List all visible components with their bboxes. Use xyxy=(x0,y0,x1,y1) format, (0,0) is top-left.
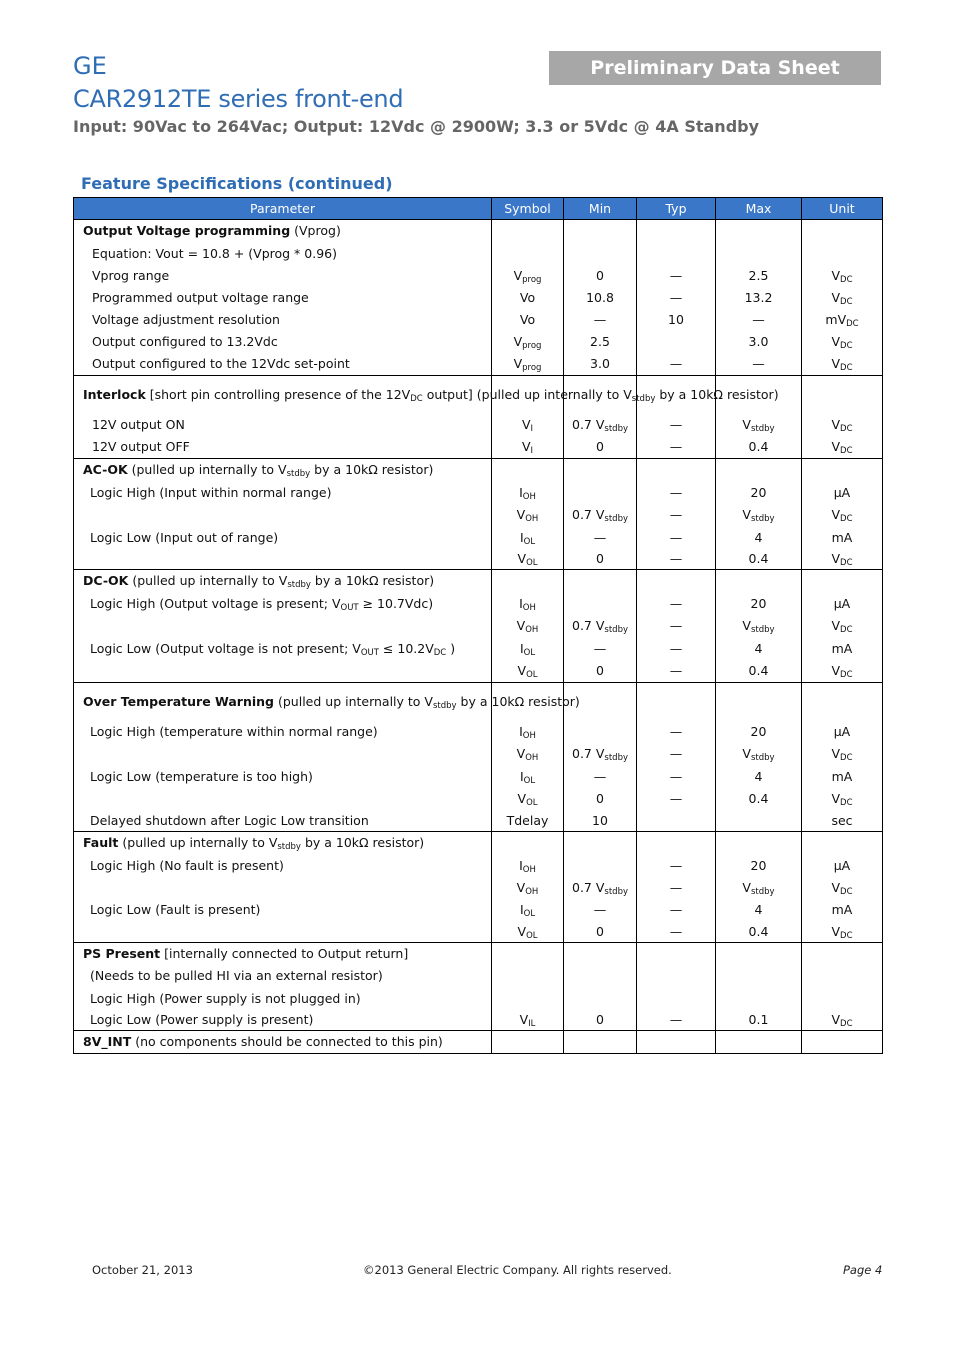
symbol-cell xyxy=(492,943,564,1031)
min-cell xyxy=(564,943,637,1031)
feature-spec-table xyxy=(73,197,883,1054)
symbol-value: $V_{OL}$ xyxy=(517,663,538,680)
min-value: 10 xyxy=(592,812,608,828)
parameter-line: (Needs to be pulled HI via an external resistor) xyxy=(90,968,383,983)
max-value: 20 xyxy=(750,595,767,611)
typ-value: — xyxy=(669,356,683,371)
parameter-line: Vprog range xyxy=(92,268,170,283)
min-value: 10.8 xyxy=(586,289,614,305)
parameter-line: Fault (pulled up internally to $V_{stdby}$ by a 10kΩ resistor) xyxy=(83,835,425,852)
min-value: — xyxy=(593,768,607,784)
footer-page-number: Page 4 xyxy=(843,1263,883,1277)
spec-group-row xyxy=(74,376,883,459)
symbol-value: $I_{OL}$ xyxy=(519,640,536,658)
parameter-cell xyxy=(74,832,492,943)
max-value: 20 xyxy=(750,857,767,873)
parameter-line: Logic High (No fault is present) xyxy=(90,857,284,873)
max-value: 2.5 xyxy=(748,268,769,283)
min-value: — xyxy=(593,311,607,327)
max-value: 0.4 xyxy=(748,551,769,566)
parameter-line: Equation: Vout = 10.8 + (Vprog * 0.96) xyxy=(92,245,337,261)
typ-value: — xyxy=(669,417,683,432)
unit-cell xyxy=(802,220,883,376)
min-cell xyxy=(564,220,637,376)
max-value: — xyxy=(752,356,765,371)
typ-value: — xyxy=(669,439,683,454)
max-value: 0.1 xyxy=(748,1012,769,1027)
unit-value: $V_{DC}$ xyxy=(831,334,853,351)
symbol-value: $V_{OH}$ xyxy=(516,880,539,897)
parameter-cell xyxy=(74,570,492,683)
min-cell xyxy=(564,832,637,943)
symbol-value: Vo xyxy=(519,289,536,305)
min-value: — xyxy=(593,640,607,656)
typ-value: — xyxy=(669,640,683,656)
max-value: 20 xyxy=(750,484,767,500)
parameter-line: Logic Low (temperature is too high) xyxy=(90,768,313,784)
symbol-cell xyxy=(492,832,564,943)
max-value: — xyxy=(752,311,765,327)
unit-value: µA xyxy=(833,595,851,611)
max-value: 13.2 xyxy=(744,289,773,305)
unit-value: $V_{DC}$ xyxy=(831,289,853,307)
min-cell xyxy=(564,459,637,570)
symbol-value: $V_{OH}$ xyxy=(516,618,539,635)
unit-value: $V_{DC}$ xyxy=(831,268,853,285)
column-header: Symbol xyxy=(492,198,564,220)
typ-value: — xyxy=(669,723,683,739)
max-value: 0.4 xyxy=(748,923,769,939)
parameter-line: Output configured to the 12Vdc set-point xyxy=(92,356,350,371)
symbol-cell xyxy=(492,570,564,683)
brand-logo-text: GE xyxy=(73,52,107,80)
typ-value: — xyxy=(669,746,683,761)
unit-cell xyxy=(802,376,883,459)
min-value: 0 xyxy=(596,923,604,939)
min-value: — xyxy=(593,902,607,917)
symbol-value: Tdelay xyxy=(506,812,549,828)
symbol-value: $I_{OH}$ xyxy=(519,857,536,875)
min-value: 0 xyxy=(596,1012,604,1027)
unit-value: mA xyxy=(831,640,853,656)
parameter-line: Voltage adjustment resolution xyxy=(92,311,280,327)
unit-value: µA xyxy=(833,723,851,739)
max-value: 20 xyxy=(750,723,767,739)
typ-cell xyxy=(637,459,716,570)
max-cell xyxy=(716,943,802,1031)
unit-value: mA xyxy=(831,902,853,917)
unit-value: mA xyxy=(831,768,853,784)
unit-cell xyxy=(802,570,883,683)
max-value: 4 xyxy=(754,902,763,917)
unit-value: $V_{DC}$ xyxy=(831,417,853,434)
parameter-cell xyxy=(74,1031,492,1054)
section-title: Feature Specifications (continued) xyxy=(81,174,393,193)
max-cell xyxy=(716,570,802,683)
spec-group-row xyxy=(74,683,883,832)
parameter-cell xyxy=(74,220,492,376)
min-value: 0.7 $V_{stdby}$ xyxy=(572,417,628,434)
symbol-value: Vo xyxy=(519,311,536,327)
typ-value: — xyxy=(669,595,683,611)
typ-value: — xyxy=(669,484,683,500)
table-body xyxy=(74,220,883,1054)
unit-value: sec xyxy=(831,812,853,828)
min-value: 0 xyxy=(596,439,604,454)
spec-group-row xyxy=(74,832,883,943)
typ-cell xyxy=(637,1031,716,1054)
symbol-value: $I_{OH}$ xyxy=(519,484,536,502)
footer-date: October 21, 2013 xyxy=(92,1263,193,1277)
column-header: Max xyxy=(716,198,802,220)
spec-group-row xyxy=(74,459,883,570)
symbol-cell xyxy=(492,459,564,570)
preliminary-badge: Preliminary Data Sheet xyxy=(549,51,881,85)
unit-value: $V_{DC}$ xyxy=(831,880,853,897)
unit-value: $V_{DC}$ xyxy=(831,439,853,456)
parameter-line: Logic High (Output voltage is present; $V_{OUT} \ge 10.7Vdc$) xyxy=(90,595,434,613)
column-header: Parameter xyxy=(74,198,492,220)
unit-value: $mV_{DC}$ xyxy=(825,311,859,329)
parameter-line: Logic High (Power supply is not plugged in) xyxy=(90,990,361,1006)
min-cell xyxy=(564,570,637,683)
spec-group-row xyxy=(74,220,883,376)
symbol-value: $I_{OL}$ xyxy=(519,529,536,547)
unit-value: $V_{DC}$ xyxy=(831,663,853,680)
max-value: $V_{stdby}$ xyxy=(742,618,775,635)
unit-value: µA xyxy=(833,484,851,500)
table-header-row xyxy=(74,198,883,220)
parameter-line: Logic High (Input within normal range) xyxy=(90,484,332,500)
max-value: 0.4 xyxy=(748,439,769,454)
min-value: 0.7 $V_{stdby}$ xyxy=(572,618,628,635)
parameter-line: Logic Low (Output voltage is not present; $V_{OUT} \le 10.2V_{DC}$ ) xyxy=(90,640,456,658)
min-value: 0.7 $V_{stdby}$ xyxy=(572,746,628,763)
max-value: $V_{stdby}$ xyxy=(742,507,775,524)
symbol-value: $I_{OH}$ xyxy=(519,723,536,741)
max-value: 4 xyxy=(754,768,763,784)
typ-value: — xyxy=(669,768,683,784)
symbol-value: $V_{prog}$ xyxy=(513,334,542,351)
parameter-line: Output configured to 13.2Vdc xyxy=(92,334,278,349)
unit-cell xyxy=(802,1031,883,1054)
symbol-value: $V_{OH}$ xyxy=(516,507,539,524)
typ-cell xyxy=(637,220,716,376)
symbol-value: $V_{OL}$ xyxy=(517,923,538,941)
min-value: 2.5 xyxy=(590,334,610,349)
symbol-value: $V_{prog}$ xyxy=(513,268,542,285)
spec-group-row xyxy=(74,570,883,683)
symbol-value: $I_{OH}$ xyxy=(519,595,536,613)
typ-value: — xyxy=(669,857,683,873)
symbol-cell xyxy=(492,220,564,376)
typ-value: — xyxy=(669,880,683,895)
typ-value: — xyxy=(669,902,683,917)
typ-value: — xyxy=(669,268,683,283)
parameter-line: AC-OK (pulled up internally to $V_{stdby}$ by a 10kΩ resistor) xyxy=(83,462,434,479)
symbol-value: $V_I$ xyxy=(521,417,534,434)
column-header: Min xyxy=(564,198,637,220)
typ-cell xyxy=(637,832,716,943)
parameter-line: PS Present [internally connected to Output return] xyxy=(83,946,409,961)
unit-value: $V_{DC}$ xyxy=(831,923,853,941)
max-cell xyxy=(716,220,802,376)
parameter-line: Logic Low (Power supply is present) xyxy=(90,1012,314,1027)
unit-value: $V_{DC}$ xyxy=(831,791,853,808)
unit-value: $V_{DC}$ xyxy=(831,746,853,763)
parameter-line: Over Temperature Warning (pulled up internally to $V_{stdby}$ by a 10kΩ resistor) xyxy=(83,693,580,711)
min-value: 3.0 xyxy=(590,356,610,371)
typ-value: — xyxy=(669,289,683,305)
max-cell xyxy=(716,459,802,570)
document-subtitle: Input: 90Vac to 264Vac; Output: 12Vdc @ 2900W; 3.3 or 5Vdc @ 4A Standby xyxy=(73,117,760,136)
unit-value: $V_{DC}$ xyxy=(831,1012,853,1029)
column-header: Typ xyxy=(637,198,716,220)
parameter-line: Output Voltage programming (Vprog) xyxy=(83,223,341,238)
parameter-line: 12V output ON xyxy=(92,417,185,432)
typ-value: — xyxy=(669,791,683,806)
symbol-value: $V_{IL}$ xyxy=(519,1012,536,1029)
max-value: $V_{stdby}$ xyxy=(742,880,775,897)
typ-value: 10 xyxy=(668,311,684,327)
typ-cell xyxy=(637,683,716,832)
symbol-value: $I_{OL}$ xyxy=(519,768,536,786)
document-title: CAR2912TE series front-end xyxy=(73,85,404,113)
symbol-value: $I_{OL}$ xyxy=(519,902,536,919)
symbol-value: $V_{OH}$ xyxy=(516,746,539,763)
unit-value: mA xyxy=(831,529,853,545)
parameter-line: Logic High (temperature within normal range) xyxy=(90,723,378,739)
max-value: 0.4 xyxy=(748,791,769,806)
typ-cell xyxy=(637,570,716,683)
symbol-value: $V_I$ xyxy=(521,439,534,456)
min-value: — xyxy=(593,529,607,545)
unit-value: $V_{DC}$ xyxy=(831,618,853,635)
max-cell xyxy=(716,832,802,943)
max-cell xyxy=(716,1031,802,1054)
symbol-value: $V_{OL}$ xyxy=(517,551,538,568)
parameter-line: 12V output OFF xyxy=(92,439,190,454)
unit-value: $V_{DC}$ xyxy=(831,507,853,524)
max-value: $V_{stdby}$ xyxy=(742,417,775,434)
max-value: 4 xyxy=(754,640,763,656)
min-value: 0.7 $V_{stdby}$ xyxy=(572,880,628,897)
unit-cell xyxy=(802,832,883,943)
typ-value: — xyxy=(669,618,683,633)
parameter-line: Delayed shutdown after Logic Low transition xyxy=(90,812,369,828)
spec-group-row xyxy=(74,1031,883,1054)
parameter-line: Logic Low (Input out of range) xyxy=(90,529,279,545)
parameter-line: Programmed output voltage range xyxy=(92,289,309,305)
typ-value: — xyxy=(669,507,683,522)
unit-cell xyxy=(802,683,883,832)
unit-cell xyxy=(802,459,883,570)
max-cell xyxy=(716,683,802,832)
min-value: 0 xyxy=(596,268,604,283)
parameter-cell xyxy=(74,943,492,1031)
min-cell xyxy=(564,1031,637,1054)
column-header: Unit xyxy=(802,198,883,220)
min-value: 0 xyxy=(596,551,604,566)
parameter-line: DC-OK (pulled up internally to $V_{stdby}$ by a 10kΩ resistor) xyxy=(83,573,435,590)
spec-group-row xyxy=(74,943,883,1031)
unit-value: $V_{DC}$ xyxy=(831,356,853,373)
typ-cell xyxy=(637,943,716,1031)
unit-value: $V_{DC}$ xyxy=(831,551,853,568)
symbol-value: $V_{prog}$ xyxy=(513,356,542,373)
min-value: 0 xyxy=(596,791,604,806)
max-value: 4 xyxy=(754,529,763,545)
typ-value: — xyxy=(669,923,683,939)
parameter-line: Interlock [short pin controlling presence of the $12V_{DC}$ output] (pulled up internally to $V_{stdby}$ by a 10kΩ resistor) xyxy=(83,387,779,404)
max-value: 3.0 xyxy=(748,334,769,349)
typ-value: — xyxy=(669,529,683,545)
unit-cell xyxy=(802,943,883,1031)
min-value: 0.7 $V_{stdby}$ xyxy=(572,507,628,524)
min-value: 0 xyxy=(596,663,604,678)
max-value: 0.4 xyxy=(748,663,769,678)
symbol-value: $V_{OL}$ xyxy=(517,791,538,808)
parameter-line: Logic Low (Fault is present) xyxy=(90,902,261,917)
parameter-line: 8V_INT (no components should be connected to this pin) xyxy=(83,1034,443,1049)
typ-value: — xyxy=(669,1012,683,1027)
typ-value: — xyxy=(669,663,683,678)
unit-value: µA xyxy=(833,857,851,873)
typ-value: — xyxy=(669,551,683,566)
parameter-cell xyxy=(74,459,492,570)
footer-copyright: ©2013 General Electric Company. All rights reserved. xyxy=(363,1263,672,1277)
symbol-cell xyxy=(492,1031,564,1054)
max-value: $V_{stdby}$ xyxy=(742,746,775,763)
